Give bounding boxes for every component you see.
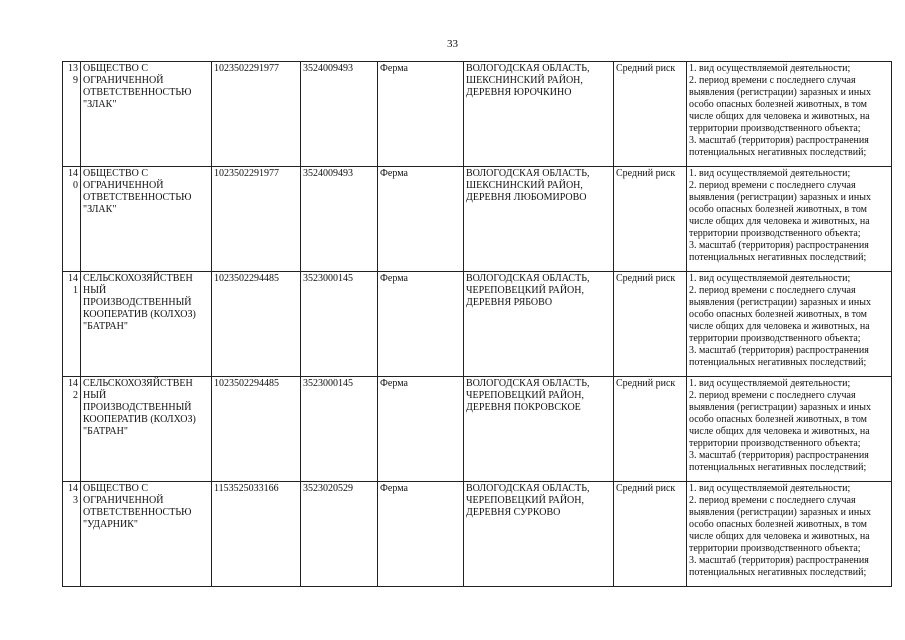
criteria-line: особо опасных болезней животных, в том (689, 519, 867, 530)
inn-cell: 3523000145 (301, 377, 378, 482)
address-cell: ВОЛОГОДСКАЯ ОБЛАСТЬ, ЧЕРЕПОВЕЦКИЙ РАЙОН, ДЕРЕВНЯ ПОКРОВСКОЕ (464, 377, 614, 482)
criteria-line: потенциальных негативных последствий; (689, 252, 867, 263)
object-type-cell: Ферма (378, 377, 464, 482)
risk-category-cell: Средний риск (614, 482, 687, 587)
criteria-line: числе общих для человека и животных, на (689, 216, 870, 227)
address-cell: ВОЛОГОДСКАЯ ОБЛАСТЬ, ЧЕРЕПОВЕЦКИЙ РАЙОН, ДЕРЕВНЯ РЯБОВО (464, 272, 614, 377)
criteria-line: 2. период времени с последнего случая (689, 75, 856, 86)
row-number-cell: 142 (63, 377, 81, 482)
organization-name-cell: ОБЩЕСТВО С ОГРАНИЧЕННОЙ ОТВЕТСТВЕННОСТЬЮ "УДАРНИК" (81, 482, 212, 587)
criteria-line: 3. масштаб (территория) распространения (689, 345, 869, 356)
criteria-line: 1. вид осуществляемой деятельности; (689, 483, 851, 494)
table-row (63, 377, 892, 482)
table-row (63, 272, 892, 377)
risk-category-cell: Средний риск (614, 167, 687, 272)
inn-cell: 3523020529 (301, 482, 378, 587)
ogrn-cell: 1023502291977 (212, 167, 301, 272)
criteria-line: выявления (регистрации) заразных и иных (689, 87, 871, 98)
row-number-cell: 141 (63, 272, 81, 377)
criteria-line: территории производственного объекта; (689, 543, 861, 554)
risk-category-cell: Средний риск (614, 377, 687, 482)
criteria-line: особо опасных болезней животных, в том (689, 309, 867, 320)
registry-table (62, 61, 892, 587)
criteria-line: 1. вид осуществляемой деятельности; (689, 63, 851, 74)
risk-criteria-cell (687, 377, 892, 482)
criteria-line: 2. период времени с последнего случая (689, 285, 856, 296)
inn-cell: 3524009493 (301, 62, 378, 167)
page-number: 33 (447, 38, 458, 50)
object-type-cell: Ферма (378, 482, 464, 587)
criteria-line: потенциальных негативных последствий; (689, 357, 867, 368)
criteria-line: 2. период времени с последнего случая (689, 180, 856, 191)
criteria-line: потенциальных негативных последствий; (689, 567, 867, 578)
ogrn-cell: 1153525033166 (212, 482, 301, 587)
risk-criteria-cell (687, 482, 892, 587)
criteria-line: территории производственного объекта; (689, 333, 861, 344)
object-type-cell: Ферма (378, 272, 464, 377)
criteria-line: числе общих для человека и животных, на (689, 531, 870, 542)
criteria-line: особо опасных болезней животных, в том (689, 204, 867, 215)
address-cell: ВОЛОГОДСКАЯ ОБЛАСТЬ, ЧЕРЕПОВЕЦКИЙ РАЙОН, ДЕРЕВНЯ СУРКОВО (464, 482, 614, 587)
risk-criteria-cell (687, 62, 892, 167)
organization-name-cell: СЕЛЬСКОХОЗЯЙСТВЕН НЫЙ ПРОИЗВОДСТВЕННЫЙ КООПЕРАТИВ (КОЛХОЗ) "БАТРАН" (81, 377, 212, 482)
risk-criteria-cell (687, 272, 892, 377)
criteria-line: 1. вид осуществляемой деятельности; (689, 168, 851, 179)
criteria-line: особо опасных болезней животных, в том (689, 99, 867, 110)
object-type-cell: Ферма (378, 167, 464, 272)
inn-cell: 3524009493 (301, 167, 378, 272)
object-type-cell: Ферма (378, 62, 464, 167)
criteria-line: 2. период времени с последнего случая (689, 390, 856, 401)
criteria-line: 3. масштаб (территория) распространения (689, 450, 869, 461)
risk-category-cell: Средний риск (614, 272, 687, 377)
risk-criteria-cell (687, 167, 892, 272)
criteria-line: числе общих для человека и животных, на (689, 321, 870, 332)
organization-name-cell: ОБЩЕСТВО С ОГРАНИЧЕННОЙ ОТВЕТСТВЕННОСТЬЮ "ЗЛАК" (81, 62, 212, 167)
address-cell: ВОЛОГОДСКАЯ ОБЛАСТЬ, ШЕКСНИНСКИЙ РАЙОН, ДЕРЕВНЯ ЮРОЧКИНО (464, 62, 614, 167)
criteria-line: территории производственного объекта; (689, 438, 861, 449)
organization-name-cell: СЕЛЬСКОХОЗЯЙСТВЕН НЫЙ ПРОИЗВОДСТВЕННЫЙ КООПЕРАТИВ (КОЛХОЗ) "БАТРАН" (81, 272, 212, 377)
criteria-line: потенциальных негативных последствий; (689, 147, 867, 158)
criteria-line: 3. масштаб (территория) распространения (689, 555, 869, 566)
address-cell: ВОЛОГОДСКАЯ ОБЛАСТЬ, ШЕКСНИНСКИЙ РАЙОН, ДЕРЕВНЯ ЛЮБОМИРОВО (464, 167, 614, 272)
criteria-line: числе общих для человека и животных, на (689, 111, 870, 122)
criteria-line: территории производственного объекта; (689, 228, 861, 239)
criteria-line: выявления (регистрации) заразных и иных (689, 507, 871, 518)
ogrn-cell: 1023502294485 (212, 272, 301, 377)
ogrn-cell: 1023502291977 (212, 62, 301, 167)
row-number-cell: 139 (63, 62, 81, 167)
row-number-cell: 140 (63, 167, 81, 272)
criteria-line: выявления (регистрации) заразных и иных (689, 402, 871, 413)
criteria-line: 3. масштаб (территория) распространения (689, 135, 869, 146)
criteria-line: потенциальных негативных последствий; (689, 462, 867, 473)
criteria-line: особо опасных болезней животных, в том (689, 414, 867, 425)
criteria-line: 3. масштаб (территория) распространения (689, 240, 869, 251)
criteria-line: территории производственного объекта; (689, 123, 861, 134)
criteria-line: 2. период времени с последнего случая (689, 495, 856, 506)
criteria-line: числе общих для человека и животных, на (689, 426, 870, 437)
criteria-line: выявления (регистрации) заразных и иных (689, 192, 871, 203)
inn-cell: 3523000145 (301, 272, 378, 377)
criteria-line: выявления (регистрации) заразных и иных (689, 297, 871, 308)
table-row (63, 482, 892, 587)
organization-name-cell: ОБЩЕСТВО С ОГРАНИЧЕННОЙ ОТВЕТСТВЕННОСТЬЮ "ЗЛАК" (81, 167, 212, 272)
table-row (63, 167, 892, 272)
row-number-cell: 143 (63, 482, 81, 587)
ogrn-cell: 1023502294485 (212, 377, 301, 482)
risk-category-cell: Средний риск (614, 62, 687, 167)
criteria-line: 1. вид осуществляемой деятельности; (689, 273, 851, 284)
criteria-line: 1. вид осуществляемой деятельности; (689, 378, 851, 389)
table-row (63, 62, 892, 167)
